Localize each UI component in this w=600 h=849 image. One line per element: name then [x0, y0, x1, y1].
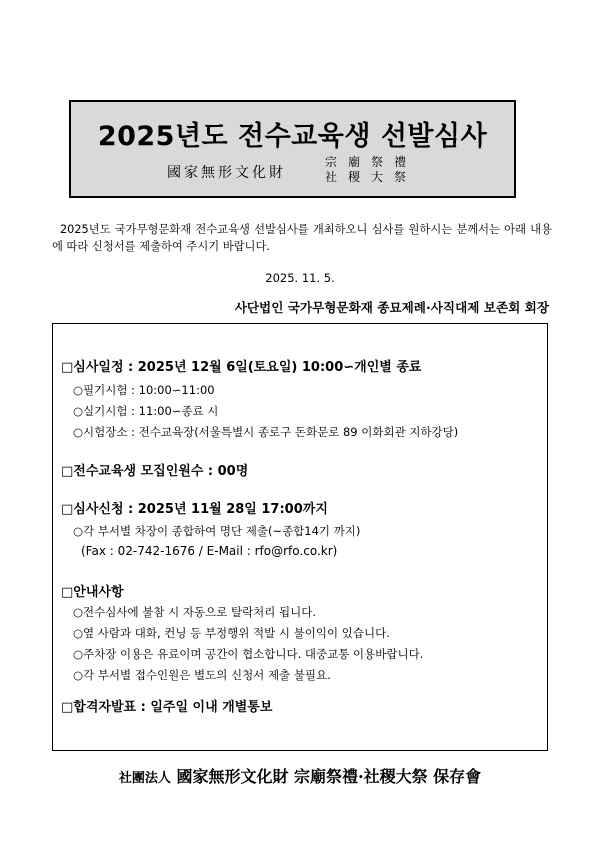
section-recruit-heading: □전수교육생 모집인원수 : 00명 — [61, 464, 249, 479]
list-item: ○실기시험 : 11:00∽종료 시 — [73, 404, 219, 418]
contact-info: (Fax : 02-742-1676 / E-Mail : rfo@rfo.co.kr) — [81, 544, 338, 558]
info-box — [52, 323, 548, 751]
footer-prefix: 社團法人 — [118, 771, 171, 786]
section-result-heading: □합격자발표 : 일주일 이내 개별통보 — [61, 700, 273, 715]
section-notice-heading: □안내사항 — [61, 585, 124, 600]
list-item: ○각 부서별 접수인원은 별도의 신청서 제출 불필요. — [73, 668, 331, 682]
document-title: 2025년도 전수교육생 선발심사 — [97, 121, 488, 152]
list-item: ○각 부서별 차장이 종합하여 명단 제출(~종합14기 까지) — [73, 524, 361, 538]
list-item: ○필기시험 : 10:00∽11:00 — [73, 383, 215, 397]
list-item: ○전수심사에 불참 시 자동으로 탈락처리 됩니다. — [73, 605, 317, 619]
subtitle-ceremonies — [325, 155, 417, 185]
list-item: ○주차장 이용은 유료이며 공간이 협소합니다. 대중교통 이용바랍니다. — [73, 647, 424, 661]
section-schedule-heading: □심사일정 : 2025년 12월 6일(토요일) 10:00∽개인별 종료 — [61, 360, 422, 375]
subtitle-sajik: 社稷大祭 — [325, 170, 418, 184]
list-item: ○옆 사람과 대화, 컨닝 등 부정행위 적발 시 불이익이 있습니다. — [73, 626, 390, 640]
issue-date: 2025. 11. 5. — [265, 271, 335, 285]
title-box — [69, 100, 516, 198]
list-item: ○시험장소 : 전수교육장(서울특별시 종로구 돈화문로 89 이화회관 지하강당) — [73, 425, 459, 439]
section-apply-heading: □심사신청 : 2025년 11월 28일 17:00까지 — [61, 502, 328, 517]
issuer-line: 사단법인 국가무형문화재 종묘제례·사직대제 보존회 회장 — [234, 300, 549, 315]
intro-paragraph: 2025년도 국가무형문화재 전수교육생 선발심사를 개최하오니 심사를 원하시는 분께서는 아래 내용에 따라 신청서를 제출하여 주시기 바랍니다. — [52, 223, 552, 253]
subtitle-jongmyo: 宗廟祭禮 — [325, 155, 418, 169]
footer-name: 國家無形文化財 宗廟祭禮·社稷大祭 保存會 — [176, 767, 482, 786]
subtitle-heritage: 國家無形文化財 — [167, 165, 286, 181]
footer-organization — [0, 764, 600, 787]
